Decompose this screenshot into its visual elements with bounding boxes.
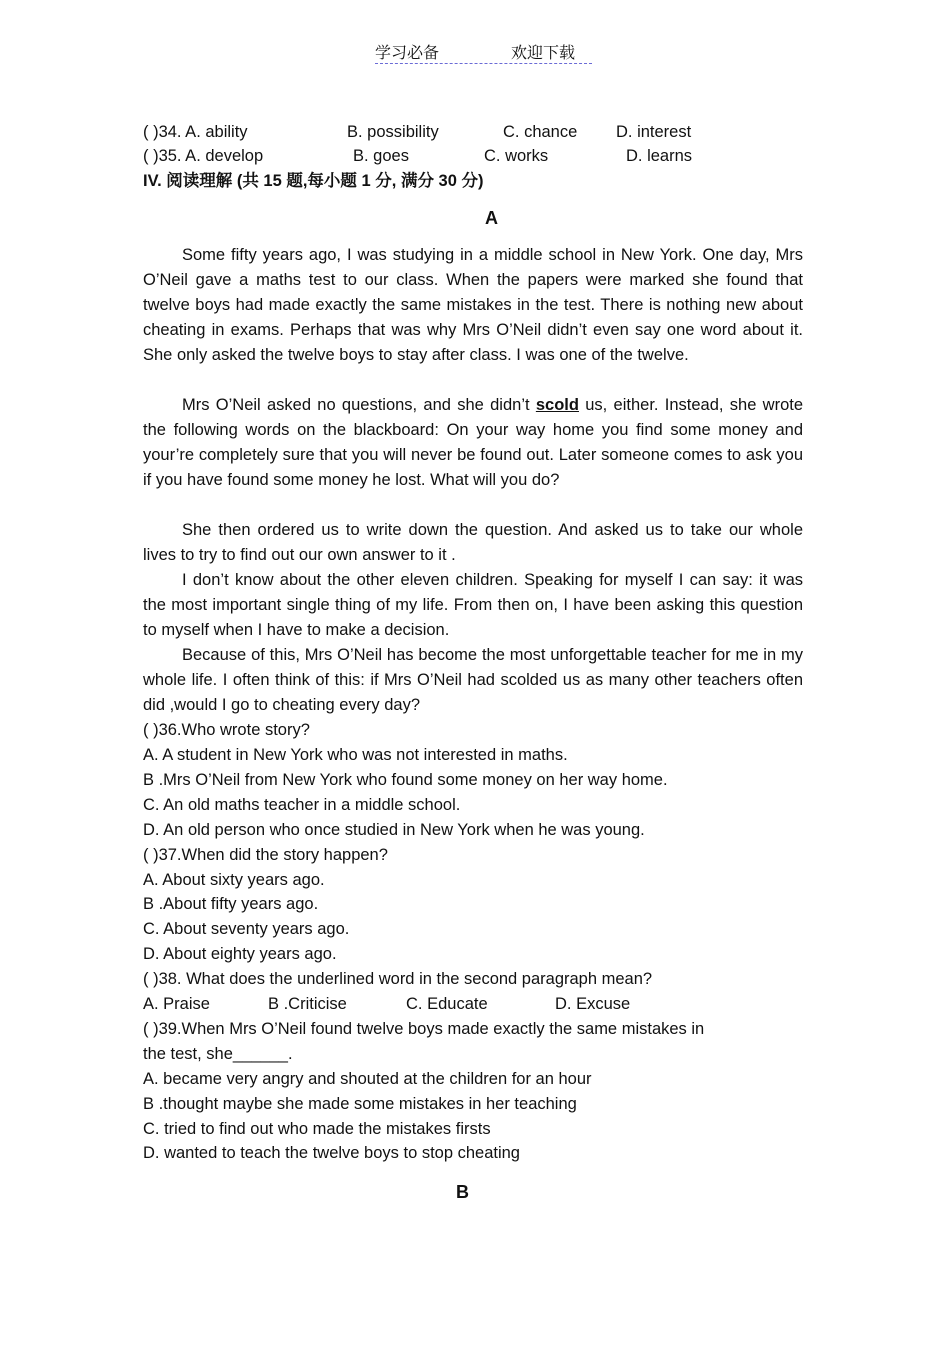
q38-option-c: C. Educate <box>406 995 488 1013</box>
passage-a-paragraph-5: Because of this, Mrs O’Neil has become the most unforgettable teacher for me in my whole life. I often think of this: if Mrs O’Neil had scolded us as many other teachers often did ,would I go to cheating every day? <box>143 646 803 714</box>
question-39-stem-line-1: ( )39.When Mrs O’Neil found twelve boys made exactly the same mistakes in <box>143 1020 705 1038</box>
question-37-stem: ( )37.When did the story happen? <box>143 846 388 864</box>
q39-option-d: D. wanted to teach the twelve boys to stop cheating <box>143 1144 520 1162</box>
question-39-stem-line-2: the test, she______. <box>143 1045 293 1063</box>
question-35 <box>143 146 263 166</box>
q38-option-d: D. Excuse <box>555 995 631 1013</box>
page-header <box>0 40 950 63</box>
q35-option-b: B. goes <box>353 147 409 165</box>
q39-option-b: B .thought maybe she made some mistakes in her teaching <box>143 1095 577 1113</box>
q39-option-a: A. became very angry and shouted at the children for an hour <box>143 1070 592 1088</box>
question-36-stem: ( )36.Who wrote story? <box>143 721 310 739</box>
q34-option-d: D. interest <box>616 123 692 141</box>
passage-a-paragraph-1: Some fifty years ago, I was studying in a middle school in New York. One day, Mrs O’Neil gave a maths test to our class. When the papers were marked she found that twelve boys had made exactly the same mistakes in the test. There is nothing new about cheating in exams. Perhaps that was why Mrs O’Neil didn’t even say one word about it. She only asked the twelve boys to stay after class. I was one of the twelve. <box>143 246 803 364</box>
q36-option-d: D. An old person who once studied in New York when he was young. <box>143 821 645 839</box>
question-38-stem: ( )38. What does the underlined word in the second paragraph mean? <box>143 970 653 988</box>
q37-option-d: D. About eighty years ago. <box>143 945 337 963</box>
q36-option-a: A. A student in New York who was not interested in maths. <box>143 746 568 764</box>
q35-option-d: D. learns <box>626 147 693 165</box>
q37-option-c: C. About seventy years ago. <box>143 920 350 938</box>
header-right: 欢迎下载 <box>511 43 576 62</box>
paragraph-2-text-start: Mrs O’Neil asked no questions, and she didn’t <box>182 396 536 414</box>
q38-option-a: A. Praise <box>143 995 210 1013</box>
passage-a-paragraph-3: She then ordered us to write down the question. And asked us to take our whole lives to try to find out our own answer to it . <box>143 521 803 564</box>
passage-a-heading: A <box>485 208 498 228</box>
q35-option-a: ( )35. A. develop <box>143 147 264 165</box>
q34-option-c: C. chance <box>503 123 578 141</box>
passage-a-paragraph-4: I don’t know about the other eleven children. Speaking for myself I can say: it was the most important single thing of my life. From then on, I have been asking this question to myself when I have to make a decision. <box>143 571 803 639</box>
q37-option-a: A. About sixty years ago. <box>143 871 325 889</box>
underlined-word-scold: scold <box>535 396 579 414</box>
q38-option-b: B .Criticise <box>268 995 347 1013</box>
q35-option-c: C. works <box>484 147 549 165</box>
paragraph-2-text-end: us, either. Instead, she wrote the following words on the blackboard: On your way home you find some money and your’re completely sure that you will never be found out. Later someone comes to ask you if you have found some money he lost. What will you do? <box>143 396 803 489</box>
q34-option-a: ( )34. A. ability <box>143 123 248 141</box>
passage-b-heading: B <box>456 1182 469 1202</box>
q36-option-c: C. An old maths teacher in a middle school. <box>143 796 461 814</box>
q34-option-b: B. possibility <box>347 123 439 141</box>
header-left: 学习必备 <box>374 43 439 62</box>
header-underline <box>375 63 592 64</box>
q37-option-b: B .About fifty years ago. <box>143 895 319 913</box>
q39-option-c: C. tried to find out who made the mistakes firsts <box>143 1120 491 1138</box>
section-title: IV. 阅读理解 (共 15 题,每小题 1 分, 满分 30 分) <box>143 172 484 190</box>
passage-a-paragraph-2 <box>143 393 803 493</box>
question-34 <box>143 122 248 142</box>
q36-option-b: B .Mrs O’Neil from New York who found some money on her way home. <box>143 771 668 789</box>
